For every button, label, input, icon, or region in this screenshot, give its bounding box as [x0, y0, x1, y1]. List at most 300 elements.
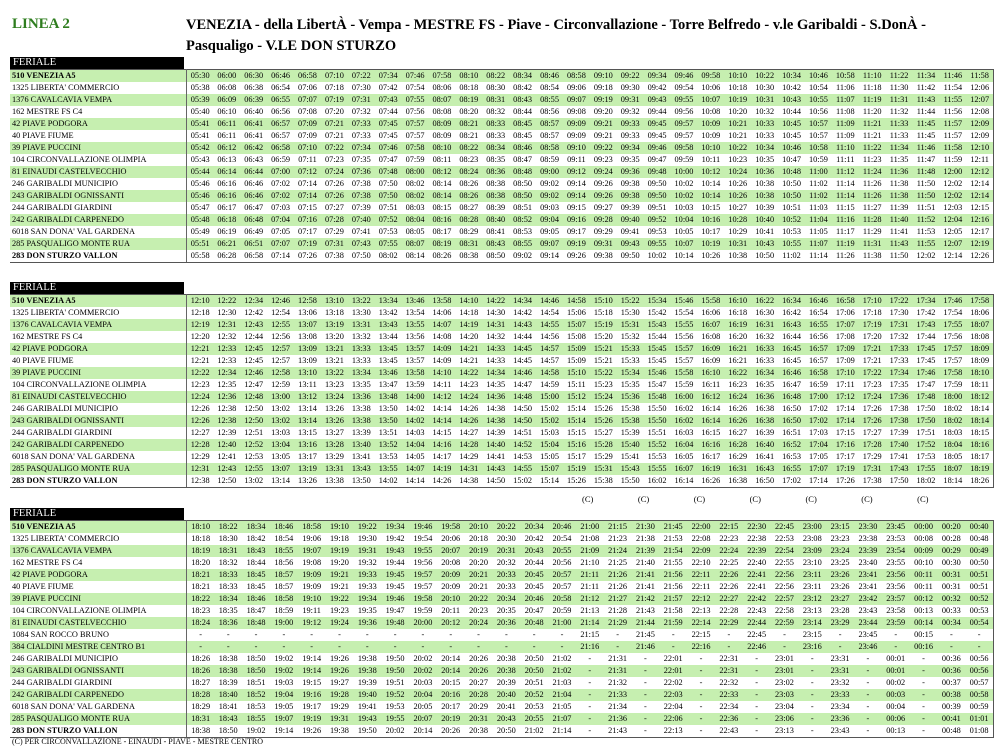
departure-time: 19:33 — [353, 569, 381, 581]
departure-time: 18:26 — [187, 653, 215, 665]
departure-time: 06:42 — [240, 142, 267, 154]
departure-time: 12:28 — [187, 439, 214, 451]
departure-time: - — [854, 665, 882, 677]
departure-time: 12:43 — [240, 319, 267, 331]
departure-time: 18:59 — [270, 605, 298, 617]
stop-name: 39 PIAVE PUCCINI — [10, 142, 187, 154]
departure-time: 20:24 — [465, 617, 493, 629]
departure-time: 14:19 — [429, 463, 456, 475]
departure-time: 17:52 — [913, 439, 940, 451]
departure-time: 21:41 — [632, 569, 660, 581]
departure-time: 00:52 — [965, 593, 993, 605]
departure-time: 10:00 — [671, 166, 698, 178]
departure-time: 14:17 — [429, 451, 456, 463]
departure-time: 18:41 — [214, 701, 242, 713]
departure-time: 06:58 — [267, 142, 294, 154]
departure-time: 12:39 — [213, 427, 240, 439]
departure-time: 14:38 — [482, 415, 509, 427]
departure-time: 15:34 — [617, 367, 644, 379]
stop-name: 42 PIAVE PODGORA — [10, 569, 187, 581]
departure-time: 10:46 — [805, 70, 832, 83]
departure-time: 21:33 — [604, 689, 632, 701]
departure-time: 18:05 — [939, 451, 966, 463]
departure-time: 23:56 — [882, 569, 910, 581]
departure-time: 07:19 — [294, 238, 321, 250]
departure-time: - — [743, 713, 771, 725]
stop-name: 6018 SAN DONA' VAL GARDENA — [10, 226, 187, 238]
departure-time: 14:15 — [429, 427, 456, 439]
departure-time: 21:28 — [604, 605, 632, 617]
table-row — [10, 355, 994, 367]
departure-time: 19:35 — [353, 605, 381, 617]
departure-time: 08:14 — [429, 190, 456, 202]
departure-time: - — [910, 713, 938, 725]
departure-time: 19:55 — [381, 713, 409, 725]
departure-time: 09:21 — [590, 130, 617, 142]
departure-time: 19:10 — [326, 521, 354, 534]
departure-time: - — [910, 701, 938, 713]
departure-time: 14:19 — [455, 319, 482, 331]
departure-time: 07:08 — [294, 106, 321, 118]
departure-time: 08:26 — [455, 190, 482, 202]
departure-time: 11:09 — [832, 130, 859, 142]
departure-time: 15:26 — [590, 403, 617, 415]
departure-time: 16:08 — [697, 331, 724, 343]
departure-time: 20:07 — [409, 713, 437, 725]
departure-time: 23:45 — [854, 629, 882, 641]
departure-time: 23:42 — [854, 593, 882, 605]
departure-time: 17:26 — [832, 475, 859, 488]
departure-time: 22:28 — [715, 605, 743, 617]
departure-time: 15:22 — [617, 295, 644, 308]
departure-time: - — [632, 653, 660, 665]
departure-time: 06:58 — [240, 250, 267, 263]
departure-time: 09:03 — [536, 202, 563, 214]
departure-time: 07:10 — [321, 70, 348, 83]
departure-time: 08:07 — [429, 94, 456, 106]
departure-time: 14:54 — [536, 307, 563, 319]
departure-time: 17:54 — [939, 307, 966, 319]
departure-time: 22:41 — [743, 581, 771, 593]
departure-time: 22:45 — [771, 521, 799, 534]
departure-time: 14:24 — [455, 391, 482, 403]
table-row — [10, 545, 994, 557]
departure-time: 12:46 — [240, 367, 267, 379]
departure-time: 15:26 — [563, 475, 590, 488]
departure-time: - — [743, 701, 771, 713]
departure-time: 08:58 — [563, 70, 590, 83]
departure-time: 12:42 — [240, 307, 267, 319]
departure-time: 14:55 — [509, 463, 536, 475]
departure-time: 19:14 — [270, 725, 298, 738]
departure-time: 13:35 — [348, 379, 375, 391]
departure-time: - — [687, 713, 715, 725]
departure-time: - — [882, 641, 910, 653]
departure-time: 18:38 — [214, 665, 242, 677]
departure-time: 11:06 — [832, 82, 859, 94]
departure-time: 07:18 — [321, 82, 348, 94]
departure-time: 13:19 — [321, 319, 348, 331]
departure-time: 13:20 — [321, 331, 348, 343]
departure-time: 18:22 — [187, 593, 215, 605]
departure-time: 09:54 — [671, 82, 698, 94]
departure-time: - — [353, 641, 381, 653]
departure-time: 10:07 — [697, 94, 724, 106]
departure-time: 07:02 — [267, 190, 294, 202]
departure-time: 20:14 — [437, 665, 465, 677]
departure-time: 05:30 — [187, 70, 214, 83]
departure-time: 16:52 — [778, 439, 805, 451]
departure-time: 12:07 — [966, 94, 993, 106]
departure-time: 20:31 — [465, 713, 493, 725]
departure-time: 20:23 — [465, 605, 493, 617]
stop-name: 244 GARIBALDI GIARDINI — [10, 202, 187, 214]
departure-time: 23:12 — [798, 593, 826, 605]
departure-time: 12:53 — [240, 451, 267, 463]
departure-time: 06:46 — [240, 190, 267, 202]
departure-time: 19:42 — [381, 533, 409, 545]
departure-time: 12:14 — [939, 250, 966, 263]
departure-time: 15:58 — [671, 367, 698, 379]
departure-time: 08:47 — [509, 154, 536, 166]
table-row — [10, 581, 994, 593]
departure-time: 15:45 — [644, 343, 671, 355]
departure-time: 14:04 — [402, 439, 429, 451]
departure-time: 14:09 — [429, 343, 456, 355]
departure-time: - — [910, 677, 938, 689]
departure-time: 20:21 — [465, 569, 493, 581]
departure-time: 19:22 — [326, 593, 354, 605]
departure-time: 00:06 — [882, 713, 910, 725]
departure-time: 00:56 — [965, 653, 993, 665]
departure-time: 22:58 — [771, 605, 799, 617]
departure-time: 11:14 — [805, 250, 832, 263]
stop-name: 242 GARIBALDI CARPENEDO — [10, 214, 187, 226]
departure-time: 19:08 — [298, 557, 326, 569]
departure-time: 11:55 — [939, 94, 966, 106]
departure-time: - — [687, 689, 715, 701]
departure-time: 07:33 — [348, 118, 375, 130]
departure-time: 14:02 — [375, 475, 402, 488]
departure-time: 13:03 — [267, 427, 294, 439]
departure-time: 13:15 — [294, 427, 321, 439]
departure-time: 15:47 — [644, 379, 671, 391]
departure-time: - — [826, 629, 854, 641]
departure-time: 22:39 — [743, 545, 771, 557]
departure-time: 11:14 — [832, 190, 859, 202]
departure-time: 16:20 — [724, 331, 751, 343]
departure-time: 19:21 — [326, 581, 354, 593]
departure-time: 21:00 — [576, 521, 604, 534]
departure-time: 13:23 — [321, 379, 348, 391]
departure-time: 10:30 — [751, 82, 778, 94]
departure-time: 08:57 — [536, 130, 563, 142]
departure-time: 18:33 — [214, 581, 242, 593]
departure-time: 23:58 — [882, 605, 910, 617]
departure-time: 20:55 — [548, 545, 576, 557]
departure-time: 09:36 — [617, 166, 644, 178]
departure-time: - — [743, 665, 771, 677]
table-row — [10, 725, 994, 738]
departure-time: 20:50 — [520, 653, 548, 665]
departure-time: 06:39 — [240, 94, 267, 106]
departure-time: 11:22 — [886, 70, 913, 83]
departure-time: 09:19 — [590, 94, 617, 106]
departure-time: 10:02 — [671, 190, 698, 202]
departure-time: 17:26 — [859, 415, 886, 427]
departure-time: 10:32 — [751, 106, 778, 118]
departure-time: 15:27 — [590, 427, 617, 439]
departure-time: 21:16 — [576, 641, 604, 653]
departure-time: 05:51 — [187, 238, 214, 250]
departure-time: 09:18 — [590, 82, 617, 94]
departure-time: 10:02 — [671, 178, 698, 190]
departure-time: 12:17 — [966, 226, 993, 238]
departure-time: 17:46 — [939, 295, 966, 308]
departure-time: 07:21 — [321, 118, 348, 130]
departure-time: 07:46 — [375, 142, 402, 154]
departure-time: 09:05 — [536, 226, 563, 238]
departure-time: 14:50 — [509, 403, 536, 415]
departure-time: 12:00 — [939, 166, 966, 178]
departure-time: 11:15 — [832, 202, 859, 214]
departure-time: 05:46 — [187, 190, 214, 202]
departure-time: 21:02 — [520, 725, 548, 738]
departure-time: 09:09 — [563, 118, 590, 130]
timetable — [10, 294, 994, 488]
departure-time: 17:51 — [913, 427, 940, 439]
departure-time: 17:32 — [886, 331, 913, 343]
departure-time: - — [548, 641, 576, 653]
departure-time: - — [548, 629, 576, 641]
table-row — [10, 319, 994, 331]
table-row — [10, 178, 994, 190]
departure-time: 20:39 — [492, 677, 520, 689]
departure-time: 14:26 — [455, 415, 482, 427]
departure-time: 16:36 — [751, 391, 778, 403]
feriale-label: FERIALE — [10, 57, 184, 69]
departure-time: 08:50 — [509, 178, 536, 190]
departure-time: 18:11 — [966, 379, 993, 391]
departure-time: 17:28 — [859, 439, 886, 451]
departure-time: 23:46 — [854, 641, 882, 653]
departure-time: 11:50 — [886, 250, 913, 263]
departure-time: 23:34 — [826, 701, 854, 713]
departure-time: 14:34 — [509, 295, 536, 308]
departure-time: 00:40 — [965, 521, 993, 534]
stop-name: 244 GARIBALDI GIARDINI — [10, 427, 187, 439]
departure-time: 06:44 — [240, 166, 267, 178]
departure-time: 10:39 — [751, 202, 778, 214]
departure-time: 18:47 — [242, 605, 270, 617]
departure-time: 08:53 — [509, 226, 536, 238]
departure-time: 10:59 — [805, 154, 832, 166]
departure-time: 06:57 — [267, 130, 294, 142]
departure-time: 08:09 — [429, 118, 456, 130]
stop-name: 162 MESTRE FS C4 — [10, 331, 187, 343]
circle-route-note: (C) — [861, 494, 873, 504]
departure-time: 13:43 — [348, 463, 375, 475]
departure-time: 17:42 — [913, 307, 940, 319]
stop-name: 104 CIRCONVALLAZIONE OLIMPIA — [10, 605, 187, 617]
departure-time: 12:50 — [213, 475, 240, 488]
departure-time: 09:50 — [617, 250, 644, 263]
departure-time: 11:51 — [913, 202, 940, 214]
departure-time: 11:19 — [859, 94, 886, 106]
departure-time: 13:58 — [429, 295, 456, 308]
departure-time: 08:38 — [482, 178, 509, 190]
departure-time: 17:15 — [832, 427, 859, 439]
departure-time: 08:14 — [429, 178, 456, 190]
departure-time: 21:59 — [659, 617, 687, 629]
departure-time: 15:03 — [536, 427, 563, 439]
departure-time: 10:26 — [697, 250, 724, 263]
departure-time: 20:48 — [520, 617, 548, 629]
departure-time: 08:23 — [455, 154, 482, 166]
departure-time: 19:52 — [381, 689, 409, 701]
departure-time: 21:34 — [604, 701, 632, 713]
departure-time: 07:20 — [321, 106, 348, 118]
departure-time: 13:26 — [321, 415, 348, 427]
departure-time: 11:52 — [913, 214, 940, 226]
departure-time: 17:56 — [939, 331, 966, 343]
departure-time: 23:24 — [826, 545, 854, 557]
departure-time: 16:46 — [778, 367, 805, 379]
departure-time: 17:58 — [939, 367, 966, 379]
departure-time: 19:24 — [326, 617, 354, 629]
departure-time: 13:05 — [267, 451, 294, 463]
departure-time: 11:53 — [913, 226, 940, 238]
departure-time: 19:14 — [298, 653, 326, 665]
departure-time: 15:38 — [617, 403, 644, 415]
departure-time: 17:06 — [832, 307, 859, 319]
departure-time: 13:26 — [294, 475, 321, 488]
stop-name: 1084 SAN ROCCO BRUNO — [10, 629, 187, 641]
departure-time: 20:21 — [465, 581, 493, 593]
departure-time: 09:55 — [671, 94, 698, 106]
departure-time: 08:41 — [482, 226, 509, 238]
departure-time: 19:50 — [353, 725, 381, 738]
departure-time: 15:32 — [617, 331, 644, 343]
table-row — [10, 106, 994, 118]
departure-time: 07:59 — [402, 154, 429, 166]
departure-time: - — [326, 641, 354, 653]
departure-time: 18:46 — [242, 593, 270, 605]
departure-time: 15:09 — [563, 343, 590, 355]
departure-time: 20:45 — [520, 569, 548, 581]
departure-time: 16:56 — [805, 331, 832, 343]
departure-time: 14:22 — [455, 367, 482, 379]
departure-time: - — [632, 713, 660, 725]
departure-time: 13:00 — [267, 391, 294, 403]
departure-time: 08:10 — [455, 70, 482, 83]
departure-time: 15:02 — [536, 415, 563, 427]
departure-time: 12:15 — [966, 202, 993, 214]
departure-time: 07:22 — [321, 142, 348, 154]
departure-time: 09:07 — [563, 94, 590, 106]
departure-time: - — [214, 641, 242, 653]
departure-time: 15:30 — [617, 307, 644, 319]
departure-time: 10:06 — [697, 82, 724, 94]
departure-time: 22:06 — [659, 713, 687, 725]
timetable-block-3 — [10, 508, 994, 738]
departure-time: 06:11 — [213, 130, 240, 142]
departure-time: 22:15 — [687, 629, 715, 641]
departure-time: 11:38 — [859, 250, 886, 263]
departure-time: 16:10 — [724, 295, 751, 308]
departure-time: 18:16 — [966, 439, 993, 451]
stop-name: 283 DON STURZO VALLON — [10, 475, 187, 488]
departure-time: 17:17 — [832, 451, 859, 463]
departure-time: 08:59 — [536, 154, 563, 166]
departure-time: 17:55 — [939, 319, 966, 331]
departure-time: 16:07 — [697, 319, 724, 331]
departure-time: 12:40 — [213, 439, 240, 451]
timetable-block-1 — [10, 57, 994, 263]
departure-time: 15:16 — [563, 439, 590, 451]
departure-time: 06:41 — [240, 118, 267, 130]
departure-time: 12:45 — [240, 343, 267, 355]
departure-time: 20:50 — [520, 665, 548, 677]
departure-time: 17:30 — [886, 307, 913, 319]
departure-time: 08:44 — [509, 106, 536, 118]
departure-time: 05:43 — [187, 154, 214, 166]
departure-time: 12:50 — [240, 415, 267, 427]
departure-time: 12:31 — [213, 319, 240, 331]
stop-name: 384 CIALDINI MESTRE CENTRO B1 — [10, 641, 187, 653]
stop-name: 246 GARIBALDI MUNICIPIO — [10, 653, 187, 665]
departure-time: 15:44 — [644, 331, 671, 343]
departure-time: 13:46 — [402, 295, 429, 308]
departure-time: 15:38 — [590, 475, 617, 488]
departure-time: - — [576, 689, 604, 701]
departure-time: 19:26 — [326, 665, 354, 677]
departure-time: 22:24 — [715, 545, 743, 557]
departure-time: 20:43 — [520, 545, 548, 557]
departure-time: 05:58 — [187, 250, 214, 263]
departure-time: 14:58 — [536, 367, 563, 379]
departure-time: 20:26 — [437, 725, 465, 738]
table-row — [10, 629, 994, 641]
departure-time: 14:21 — [455, 355, 482, 367]
departure-time: 17:02 — [805, 415, 832, 427]
departure-time: 16:07 — [671, 463, 698, 475]
departure-time: 07:38 — [321, 250, 348, 263]
departure-time: 19:02 — [270, 665, 298, 677]
departure-time: 18:45 — [242, 581, 270, 593]
departure-time: 16:50 — [778, 415, 805, 427]
departure-time: 14:02 — [402, 415, 429, 427]
departure-time: 19:59 — [409, 605, 437, 617]
departure-time: 06:17 — [213, 202, 240, 214]
departure-time: 19:27 — [326, 677, 354, 689]
timetable — [10, 69, 994, 263]
departure-time: 11:24 — [859, 166, 886, 178]
departure-time: 08:26 — [455, 178, 482, 190]
departure-time: 10:38 — [724, 250, 751, 263]
table-row — [10, 427, 994, 439]
departure-time: 08:57 — [536, 118, 563, 130]
departure-time: 00:16 — [910, 641, 938, 653]
departure-time: 09:22 — [590, 142, 617, 154]
departure-time: 13:18 — [321, 307, 348, 319]
departure-time: 23:40 — [854, 557, 882, 569]
departure-time: 09:38 — [590, 250, 617, 263]
line-label: LINEA 2 — [12, 16, 70, 32]
departure-time: 17:12 — [832, 391, 859, 403]
departure-time: 16:30 — [751, 307, 778, 319]
departure-time: 19:21 — [326, 569, 354, 581]
